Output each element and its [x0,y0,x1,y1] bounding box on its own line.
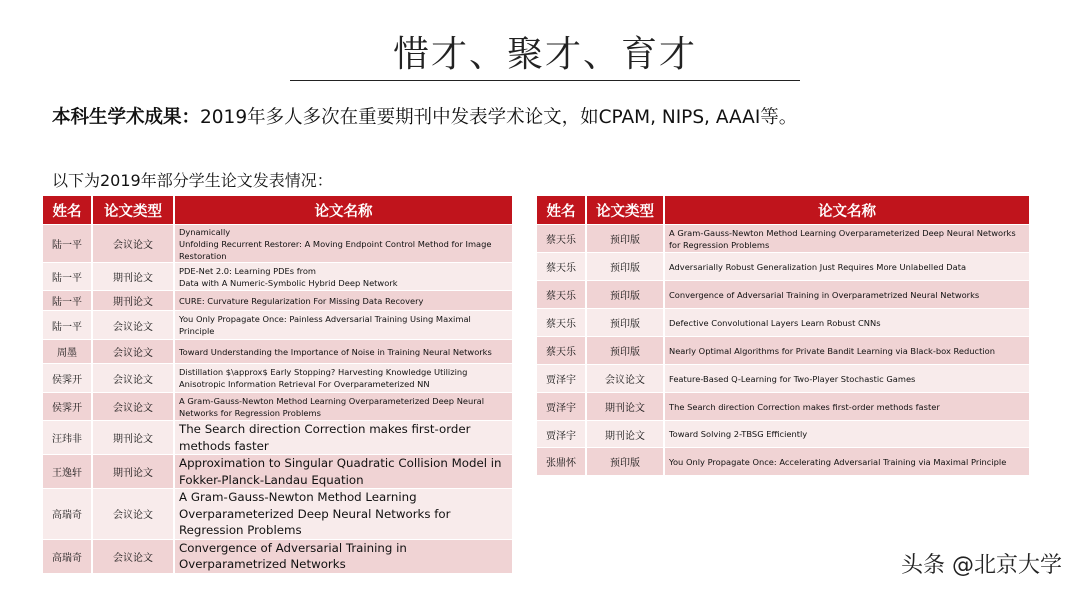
left-papers-table [43,196,512,573]
table-row [43,392,512,420]
paper-title-cell: You Only Propagate Once: Accelerating Adversarial Training via Maximal Principle [665,447,1029,475]
table-row [537,280,1029,308]
author-name-cell: 陆一平 [43,224,93,262]
paper-type-cell: 会议论文 [93,363,175,392]
paper-title-cell: CURE: Curvature Regularization For Missing Data Recovery [175,290,512,310]
header-paper: 论文名称 [175,196,512,224]
author-name-cell: 汪玮非 [43,420,93,454]
table-row [537,252,1029,280]
table-row [537,447,1029,475]
paper-type-cell: 预印版 [587,447,665,475]
paper-title-cell: The Search direction Correction makes first-order methods faster [665,392,1029,420]
table-row [43,488,512,539]
paper-type-cell: 预印版 [587,336,665,364]
table-row [537,392,1029,420]
paper-title-cell: Feature-Based Q-Learning for Two-Player Stochastic Games [665,364,1029,392]
paper-title-cell: Toward Solving 2-TBSG Efficiently [665,420,1029,447]
table-row [43,363,512,392]
author-name-cell: 周墨 [43,339,93,363]
paper-title-cell: Adversarially Robust Generalization Just Requires More Unlabelled Data [665,252,1029,280]
table-row [43,339,512,363]
title-underline [290,80,800,81]
table-row [43,539,512,573]
author-name-cell: 贾泽宇 [537,364,587,392]
author-name-cell: 贾泽宇 [537,392,587,420]
paper-title-cell: Toward Understanding the Importance of Noise in Training Neural Networks [175,339,512,363]
table-row [537,336,1029,364]
table-row [43,454,512,488]
page-title: 惜才、聚才、育才 [392,34,697,75]
paper-type-cell: 会议论文 [93,310,175,339]
table-header-row [43,196,512,224]
paper-type-cell: 会议论文 [93,488,175,539]
author-name-cell: 蔡天乐 [537,336,587,364]
author-name-cell: 蔡天乐 [537,252,587,280]
paper-type-cell: 期刊论文 [93,420,175,454]
watermark: 头条 @北京大学 [901,553,1062,578]
header-paper: 论文名称 [665,196,1029,224]
paper-type-cell: 期刊论文 [93,262,175,290]
paper-title-cell: Nearly Optimal Algorithms for Private Bandit Learning via Black-box Reduction [665,336,1029,364]
paper-type-cell: 期刊论文 [587,420,665,447]
author-name-cell: 蔡天乐 [537,308,587,336]
achievement-line [52,105,797,131]
paper-title-cell: A Gram-Gauss-Newton Method Learning Overparameterized Deep Neural Networks for Regression Problems [175,488,512,539]
author-name-cell: 贾泽宇 [537,420,587,447]
intro-text: 以下为2019年部分学生论文发表情况： [52,171,333,190]
paper-type-cell: 期刊论文 [587,392,665,420]
paper-title-cell: PDE-Net 2.0: Learning PDEs from Data with A Numeric-Symbolic Hybrid Deep Network [175,262,512,290]
table-row [43,290,512,310]
author-name-cell: 蔡天乐 [537,280,587,308]
header-name: 姓名 [537,196,587,224]
paper-title-cell: A Gram-Gauss-Newton Method Learning Overparameterized Deep Neural Networks for Regression Problems [175,392,512,420]
table-header-row [537,196,1029,224]
paper-title-cell: Defective Convolutional Layers Learn Robust CNNs [665,308,1029,336]
right-papers-table [537,196,1029,475]
paper-type-cell: 会议论文 [587,364,665,392]
author-name-cell: 侯霁开 [43,392,93,420]
author-name-cell: 陆一平 [43,290,93,310]
author-name-cell: 陆一平 [43,262,93,290]
table-row [537,308,1029,336]
author-name-cell: 高瑞奇 [43,539,93,573]
table-row [537,364,1029,392]
paper-title-cell: Approximation to Singular Quadratic Collision Model in Fokker-Planck-Landau Equation [175,454,512,488]
paper-title-cell: The Search direction Correction makes first-order methods faster [175,420,512,454]
paper-title-cell: A Gram-Gauss-Newton Method Learning Overparameterized Deep Neural Networks for Regression Problems [665,224,1029,252]
table-row [537,420,1029,447]
table-row [537,224,1029,252]
paper-type-cell: 预印版 [587,224,665,252]
paper-title-cell: You Only Propagate Once: Painless Adversarial Training Using Maximal Principle [175,310,512,339]
table-row [43,420,512,454]
table-row [43,262,512,290]
paper-title-cell: Distillation $\approx$ Early Stopping? Harvesting Knowledge Utilizing Anisotropic Information Retrieval For Overparameterized NN [175,363,512,392]
paper-type-cell: 预印版 [587,280,665,308]
paper-type-cell: 会议论文 [93,392,175,420]
paper-type-cell: 预印版 [587,308,665,336]
paper-title-cell: Convergence of Adversarial Training in Overparametrized Neural Networks [665,280,1029,308]
author-name-cell: 王逸轩 [43,454,93,488]
achievement-text: 2019年多人多次在重要期刊中发表学术论文，如CPAM, NIPS, AAAI等。 [200,107,798,128]
table-row [43,310,512,339]
author-name-cell: 蔡天乐 [537,224,587,252]
paper-type-cell: 会议论文 [93,539,175,573]
paper-type-cell: 期刊论文 [93,290,175,310]
author-name-cell: 张鼎怀 [537,447,587,475]
table-row [43,224,512,262]
paper-title-cell: Dynamically Unfolding Recurrent Restorer: A Moving Endpoint Control Method for Image Restoration [175,224,512,262]
header-type: 论文类型 [93,196,175,224]
paper-title-cell: Convergence of Adversarial Training in Overparametrized Networks [175,539,512,573]
author-name-cell: 侯霁开 [43,363,93,392]
paper-type-cell: 期刊论文 [93,454,175,488]
author-name-cell: 陆一平 [43,310,93,339]
paper-type-cell: 预印版 [587,252,665,280]
header-name: 姓名 [43,196,93,224]
header-type: 论文类型 [587,196,665,224]
achievement-label: 本科生学术成果： [52,107,201,128]
paper-type-cell: 会议论文 [93,224,175,262]
author-name-cell: 高瑞奇 [43,488,93,539]
paper-type-cell: 会议论文 [93,339,175,363]
